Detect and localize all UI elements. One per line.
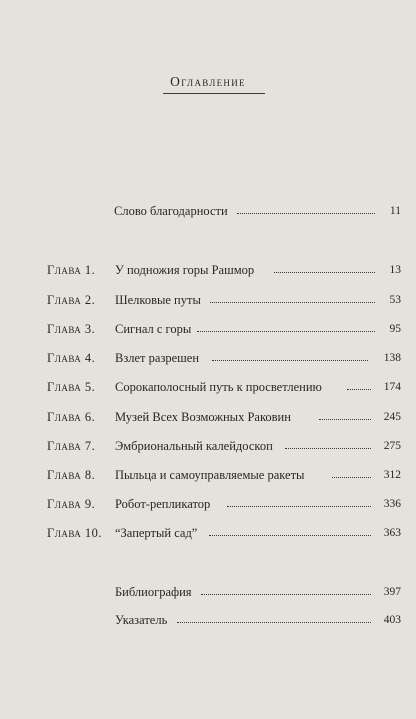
dot-leader <box>209 535 371 536</box>
entry-title: У подножия горы Рашмор <box>115 263 255 277</box>
chapter-label: Глава 8. <box>47 468 96 482</box>
entry-title: Музей Всех Возможных Раковин <box>115 410 291 424</box>
entry-page-number: 138 <box>383 352 401 364</box>
dot-leader <box>285 448 371 449</box>
entry-page-number: 174 <box>383 381 401 393</box>
toc-entry-chapter-2 <box>47 292 401 308</box>
toc-entry-bibliography <box>115 584 401 600</box>
entry-page-number: 397 <box>383 586 401 598</box>
toc-entry-index <box>115 612 401 628</box>
dot-leader <box>197 331 375 332</box>
dot-leader <box>212 360 368 361</box>
entry-page-number: 245 <box>383 411 401 423</box>
dot-leader <box>274 272 375 273</box>
entry-title: Указатель <box>115 613 168 627</box>
dot-leader <box>227 506 371 507</box>
entry-title: Сорокаполосный путь к просветлению <box>115 380 322 394</box>
toc-entry-chapter-3 <box>47 321 401 337</box>
dot-leader <box>237 213 375 214</box>
dot-leader <box>177 622 371 623</box>
entry-title: Сигнал с горы <box>115 322 192 336</box>
entry-title: “Запертый сад” <box>115 526 198 540</box>
toc-entry-chapter-7 <box>47 438 401 454</box>
toc-entry-chapter-6 <box>47 409 401 425</box>
chapter-label: Глава 9. <box>47 497 96 511</box>
chapter-label: Глава 10. <box>47 526 103 540</box>
entry-title: Библиография <box>115 585 192 599</box>
entry-page-number: 95 <box>389 323 401 335</box>
toc-entry-chapter-5 <box>47 379 401 395</box>
toc-entry-acknowledgements <box>114 203 401 219</box>
entry-title: Робот-репликатор <box>115 497 211 511</box>
entry-title: Шелковые путы <box>115 293 201 307</box>
entry-page-number: 363 <box>383 527 401 539</box>
chapter-label: Глава 6. <box>47 410 96 424</box>
heading-underline <box>163 93 265 94</box>
chapter-label: Глава 7. <box>47 439 96 453</box>
dot-leader <box>201 594 371 595</box>
dot-leader <box>319 419 371 420</box>
entry-page-number: 11 <box>389 205 401 217</box>
entry-title: Эмбриональный калейдоскоп <box>115 439 273 453</box>
entry-title: Пыльца и самоуправляемые ракеты <box>115 468 305 482</box>
dot-leader <box>347 389 371 390</box>
toc-entry-chapter-1 <box>47 262 401 278</box>
entry-title: Взлет разрешен <box>115 351 200 365</box>
entry-page-number: 312 <box>383 469 401 481</box>
toc-entry-chapter-10 <box>47 525 401 541</box>
chapter-label: Глава 3. <box>47 322 96 336</box>
entry-page-number: 53 <box>389 294 401 306</box>
entry-page-number: 275 <box>383 440 401 452</box>
chapter-label: Глава 1. <box>47 263 96 277</box>
entry-page-number: 403 <box>383 614 401 626</box>
toc-heading: Оглавление <box>170 74 246 89</box>
toc-entry-chapter-9 <box>47 496 401 512</box>
entry-page-number: 13 <box>389 264 401 276</box>
entry-page-number: 336 <box>383 498 401 510</box>
toc-entry-chapter-8 <box>47 467 401 483</box>
chapter-label: Глава 5. <box>47 380 96 394</box>
dot-leader <box>332 477 371 478</box>
entry-title: Слово благодарности <box>114 204 228 218</box>
dot-leader <box>210 302 375 303</box>
toc-entry-chapter-4 <box>47 350 401 366</box>
chapter-label: Глава 2. <box>47 293 96 307</box>
chapter-label: Глава 4. <box>47 351 96 365</box>
